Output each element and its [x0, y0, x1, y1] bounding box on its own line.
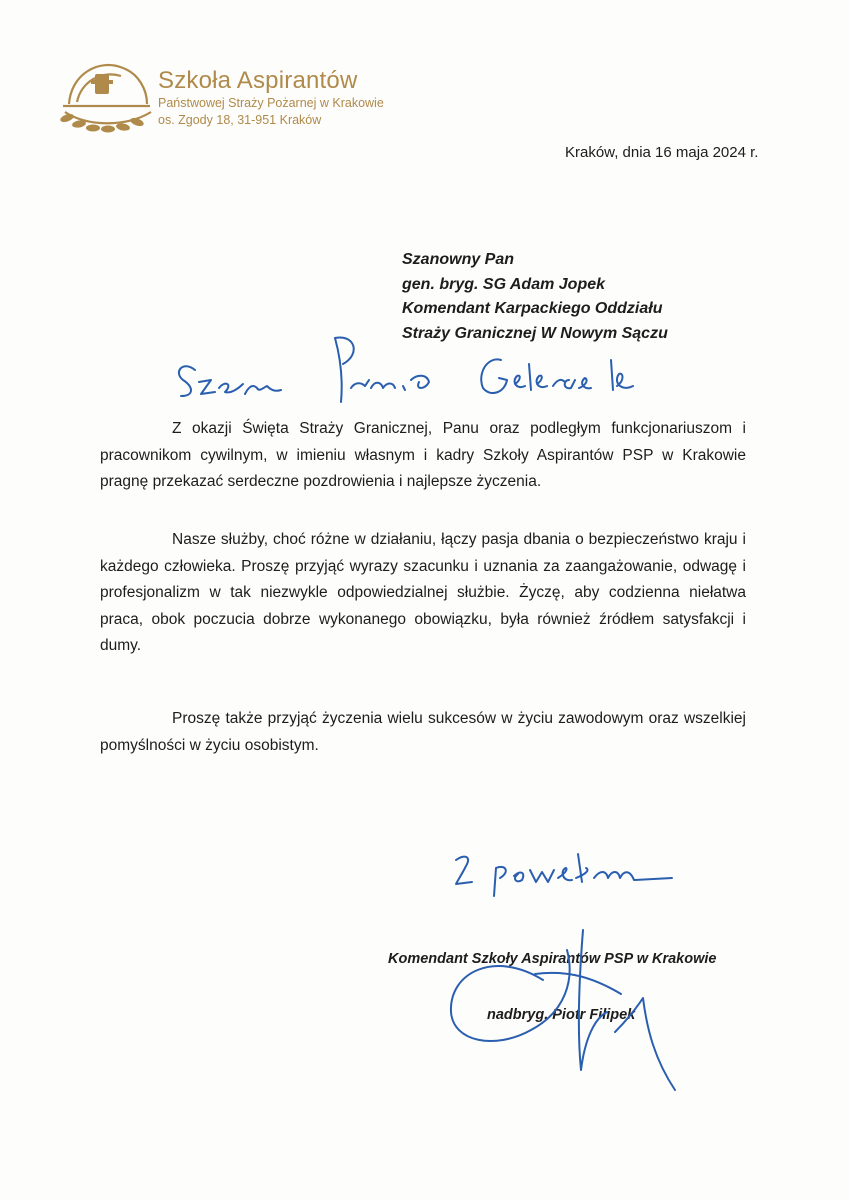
addressee-line: Szanowny Pan [402, 251, 515, 268]
paragraph [100, 527, 746, 660]
paragraph-text: Nasze służby, choć różne w działaniu, łączy pasja dbania o bezpieczeństwo kraju i każdego człowieka. Proszę przyjąć wyrazy szacunku i uznania za zaangażowanie, odwagę i profesjonalizm w tak niezwykle odpowiedzialnej służbie. Życzę, aby codzienna niełatwa praca, obok poczucia dobrze wykonanego obowiązku, była również źródłem satysfakcji i dumy. [100, 531, 746, 654]
signatory-name: nadbryg. Piotr Filipek [487, 1007, 636, 1023]
letterhead-line-1: Państwowej Straży Pożarnej w Krakowie [158, 96, 384, 110]
paragraph [100, 416, 746, 496]
handwritten-closing [450, 848, 680, 898]
addressee-line: Straży Granicznej W Nowym Sączu [402, 324, 668, 342]
signatory-title: Komendant Szkoły Aspirantów PSP w Krakowie [388, 951, 717, 967]
letterhead-address: os. Zgody 18, 31-951 Kraków [158, 113, 322, 127]
school-name: Szkoła Aspirantów [158, 67, 358, 94]
paragraph-text: Z okazji Święta Straży Granicznej, Panu oraz podległym funkcjonariuszom i pracownikom cywilnym, w imieniu własnym i kadry Szkoły Aspirantów PSP w Krakowie pragnę przekazać serdeczne pozdrowienia i najlepsze życzenia. [100, 420, 746, 490]
handwritten-salutation [165, 330, 665, 410]
school-emblem-logo [55, 52, 155, 134]
addressee-line: gen. bryg. SG Adam Jopek [402, 275, 606, 293]
letterhead [158, 68, 384, 128]
paragraph-text: Proszę także przyjąć życzenia wielu sukcesów w życiu zawodowym oraz wszelkiej pomyślności w życiu osobistym. [100, 710, 746, 754]
paragraph [100, 706, 746, 759]
handwritten-signature [435, 920, 695, 1100]
letter-date: Kraków, dnia 16 maja 2024 r. [565, 144, 759, 161]
addressee-line: Komendant Karpackiego Oddziału [402, 300, 663, 317]
